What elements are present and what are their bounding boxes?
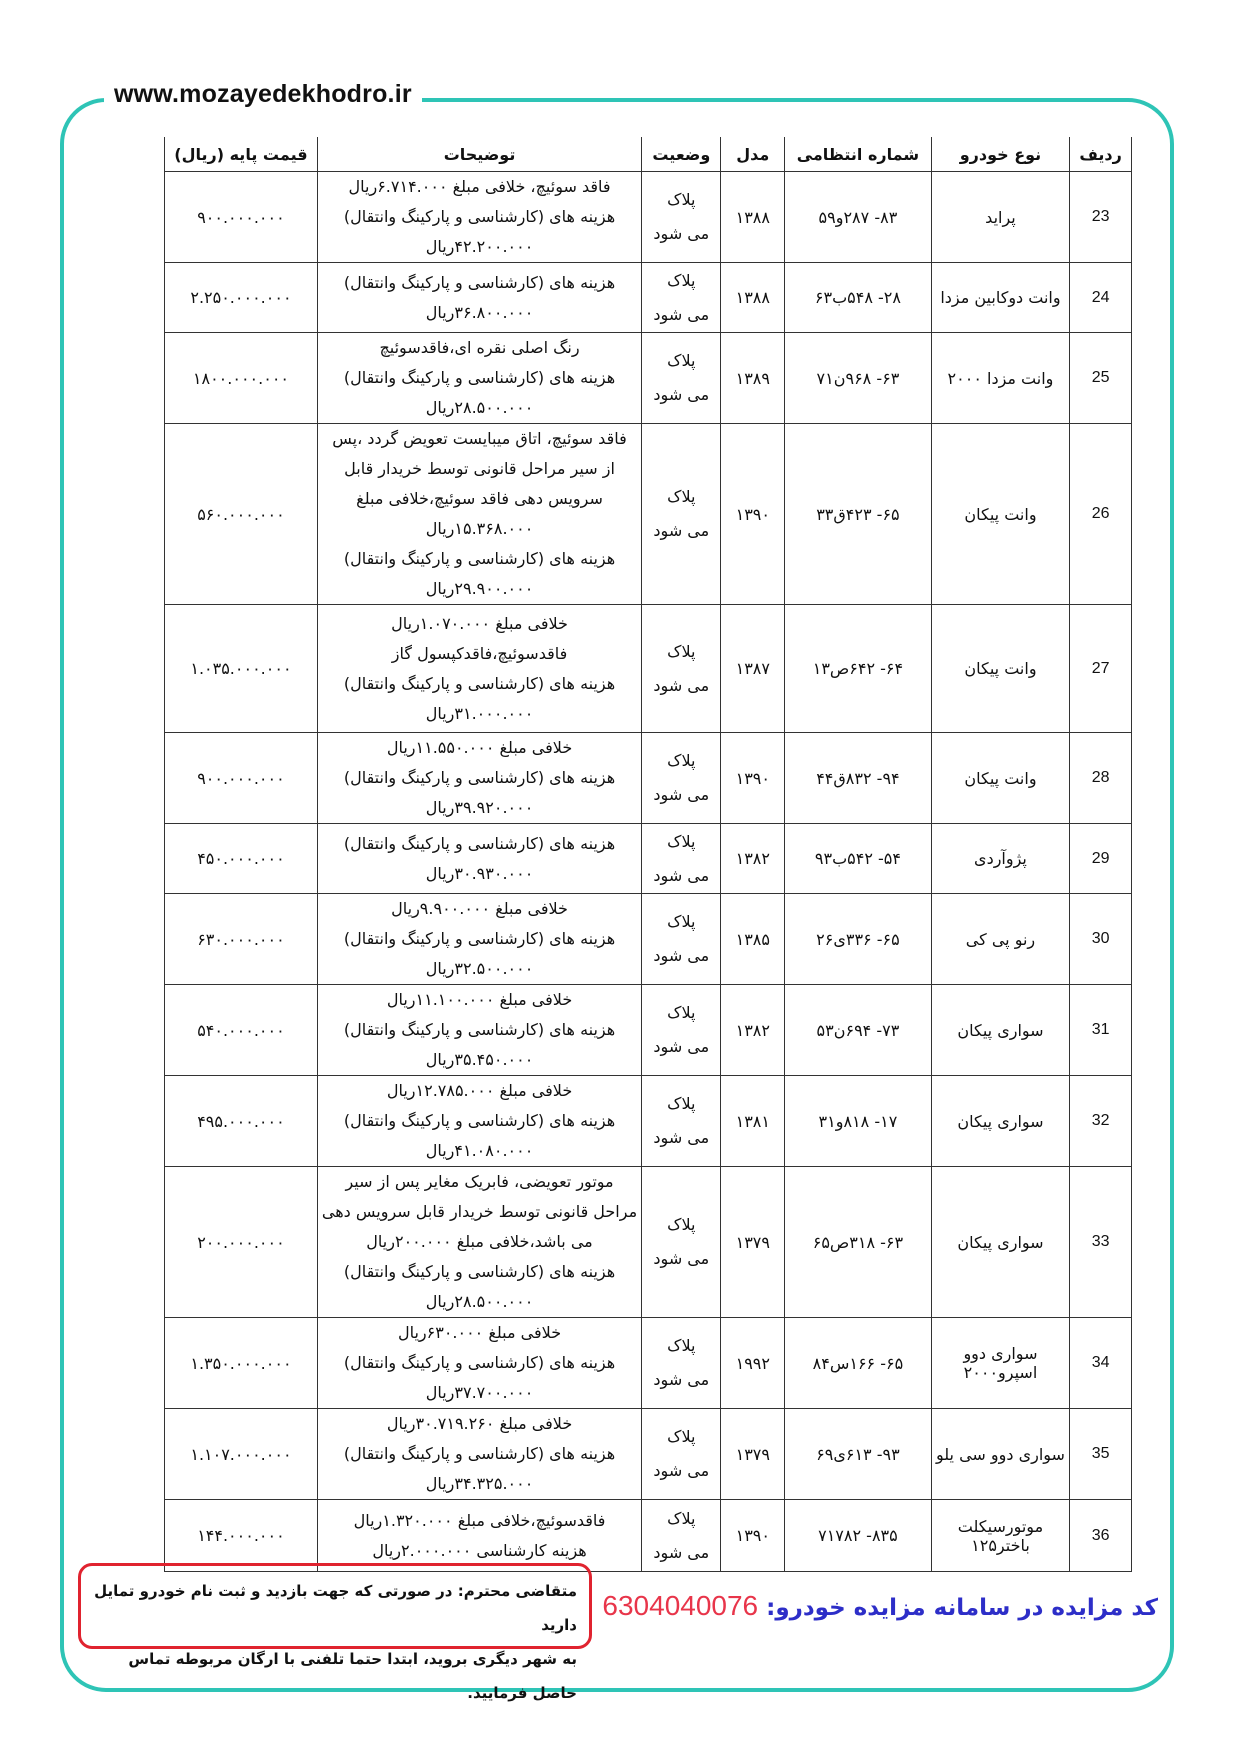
status-line: پلاک <box>667 831 696 851</box>
row-number-cell: 34 <box>1070 1318 1132 1409</box>
table-row <box>165 1076 1132 1167</box>
model-cell: ۱۳۸۲ <box>721 985 785 1076</box>
model-cell: ۱۳۸۸ <box>721 263 785 333</box>
description-line: خلافی مبلغ ۱۱.۵۵۰.۰۰۰ریال <box>386 738 573 757</box>
description-line: خلافی مبلغ ۶۳۰.۰۰۰ریال <box>397 1323 562 1342</box>
description-cell <box>317 985 641 1076</box>
description-cell <box>317 172 641 263</box>
table-row <box>165 1167 1132 1318</box>
description-line: ۳۲.۵۰۰.۰۰۰ریال <box>425 959 534 978</box>
model-cell: ۱۳۹۰ <box>721 424 785 605</box>
status-line: می شود <box>653 224 710 243</box>
status-cell <box>642 333 721 424</box>
status-line: پلاک <box>667 351 696 370</box>
header-vehicle-type: نوع خودرو <box>931 137 1070 172</box>
plate-number-cell: ۱۷- ۸۱۸و۳۱ <box>785 1076 932 1167</box>
description-cell <box>317 333 641 424</box>
plate-number-cell: ۶۵- ۱۶۶س۸۴ <box>785 1318 932 1409</box>
status-line: پلاک <box>667 1508 696 1528</box>
status-cell <box>642 824 721 894</box>
status-line: می شود <box>653 865 710 885</box>
row-number-cell: 25 <box>1070 333 1132 424</box>
row-number-cell: 36 <box>1070 1500 1132 1572</box>
description-line: هزینه های (کارشناسی و پارکینگ وانتقال) <box>343 549 616 568</box>
status-line: می شود <box>653 946 710 965</box>
description-line: ۳۰.۹۳۰.۰۰۰ریال <box>425 863 534 883</box>
base-price-cell: ۲.۲۵۰.۰۰۰.۰۰۰ <box>165 263 318 333</box>
row-number-cell: 32 <box>1070 1076 1132 1167</box>
model-cell: ۱۹۹۲ <box>721 1318 785 1409</box>
header-model: مدل <box>721 137 785 172</box>
description-line: فاقدسوئیچ،فاقدکپسول گاز <box>391 643 568 663</box>
description-cell <box>317 263 641 333</box>
table-row <box>165 605 1132 733</box>
plate-number-cell: ۵۴- ۵۴۲ب۹۳ <box>785 824 932 894</box>
vehicle-type-cell: وانت مزدا ۲۰۰۰ <box>931 333 1070 424</box>
status-cell <box>642 894 721 985</box>
status-line: می شود <box>653 521 710 540</box>
description-line: هزینه های (کارشناسی و پارکینگ وانتقال) <box>343 1353 616 1372</box>
row-number-cell: 26 <box>1070 424 1132 605</box>
description-line: ۳۷.۷۰۰.۰۰۰ریال <box>425 1383 534 1402</box>
status-cell <box>642 263 721 333</box>
model-cell: ۱۳۹۰ <box>721 1500 785 1572</box>
table-row <box>165 1409 1132 1500</box>
description-cell <box>317 824 641 894</box>
auction-table <box>164 137 1132 1572</box>
model-cell: ۱۳۸۱ <box>721 1076 785 1167</box>
table-row <box>165 894 1132 985</box>
header-row-number: ردیف <box>1070 137 1132 172</box>
model-cell: ۱۳۷۹ <box>721 1167 785 1318</box>
base-price-cell: ۱.۰۳۵.۰۰۰.۰۰۰ <box>165 605 318 733</box>
vehicle-type-cell: وانت پیکان <box>931 605 1070 733</box>
model-cell: ۱۳۸۲ <box>721 824 785 894</box>
vehicle-type-cell: سواری دوو سی یلو <box>931 1409 1070 1500</box>
status-cell <box>642 172 721 263</box>
base-price-cell: ۴۵۰.۰۰۰.۰۰۰ <box>165 824 318 894</box>
plate-number-cell: ۸۳۵- ۷۱۷۸۲ <box>785 1500 932 1572</box>
description-line: رنگ اصلی نقره ای،فاقدسوئیچ <box>379 338 580 357</box>
plate-number-cell: ۲۸- ۵۴۸ب۶۳ <box>785 263 932 333</box>
plate-number-cell: ۶۳- ۳۱۸ص۶۵ <box>785 1167 932 1318</box>
header-description: توضیحات <box>317 137 641 172</box>
base-price-cell: ۲۰۰.۰۰۰.۰۰۰ <box>165 1167 318 1318</box>
row-number-cell: 30 <box>1070 894 1132 985</box>
table-row <box>165 1500 1132 1572</box>
description-line: ۲۹.۹۰۰.۰۰۰ریال <box>425 579 534 598</box>
model-cell: ۱۳۸۹ <box>721 333 785 424</box>
vehicle-type-cell: وانت پیکان <box>931 733 1070 824</box>
description-line: ۲۸.۵۰۰.۰۰۰ریال <box>425 1292 534 1311</box>
status-cell <box>642 605 721 733</box>
status-line: می شود <box>653 1128 710 1147</box>
header-status: وضعیت <box>642 137 721 172</box>
status-line: می شود <box>653 1249 710 1268</box>
table-row <box>165 424 1132 605</box>
base-price-cell: ۵۴۰.۰۰۰.۰۰۰ <box>165 985 318 1076</box>
status-cell <box>642 1318 721 1409</box>
description-line: فاقدسوئیچ،خلافی مبلغ ۱.۳۲۰.۰۰۰ریال <box>353 1510 606 1530</box>
description-line: خلافی مبلغ ۱.۰۷۰.۰۰۰ریال <box>391 613 568 633</box>
status-line: پلاک <box>667 1336 696 1355</box>
row-number-cell: 35 <box>1070 1409 1132 1500</box>
description-line: هزینه های (کارشناسی و پارکینگ وانتقال) <box>343 207 616 226</box>
description-line: خلافی مبلغ ۱۱.۱۰۰.۰۰۰ریال <box>386 990 573 1009</box>
description-line: هزینه های (کارشناسی و پارکینگ وانتقال) <box>343 673 616 693</box>
status-cell <box>642 1500 721 1572</box>
description-line: هزینه های (کارشناسی و پارکینگ وانتقال) <box>343 1262 616 1281</box>
table-row <box>165 733 1132 824</box>
header-plate-number: شماره انتظامی <box>785 137 932 172</box>
description-line: ۳۹.۹۲۰.۰۰۰ریال <box>425 798 534 817</box>
table-header-row <box>165 137 1132 172</box>
table-row <box>165 333 1132 424</box>
description-line: خلافی مبلغ ۱۲.۷۸۵.۰۰۰ریال <box>386 1081 573 1100</box>
description-cell <box>317 894 641 985</box>
description-line: هزینه های (کارشناسی و پارکینگ وانتقال) <box>343 1020 616 1039</box>
row-number-cell: 33 <box>1070 1167 1132 1318</box>
vehicle-type-cell: سواری پیکان <box>931 985 1070 1076</box>
base-price-cell: ۹۰۰.۰۰۰.۰۰۰ <box>165 172 318 263</box>
row-number-cell: 28 <box>1070 733 1132 824</box>
status-line: پلاک <box>667 1215 696 1234</box>
description-line: هزینه های (کارشناسی و پارکینگ وانتقال) <box>343 929 616 948</box>
description-line: هزینه های (کارشناسی و پارکینگ وانتقال) <box>343 768 616 787</box>
notice-box <box>78 1563 592 1702</box>
description-line: ۳۶.۸۰۰.۰۰۰ریال <box>425 302 534 322</box>
base-price-cell: ۱۸۰۰.۰۰۰.۰۰۰ <box>165 333 318 424</box>
plate-number-cell: ۹۳- ۶۱۳ی۶۹ <box>785 1409 932 1500</box>
model-cell: ۱۳۸۷ <box>721 605 785 733</box>
status-cell <box>642 424 721 605</box>
status-line: می شود <box>653 385 710 404</box>
description-line: مراحل قانونی توسط خریدار قابل سرویس دهی <box>321 1202 638 1221</box>
row-number-cell: 23 <box>1070 172 1132 263</box>
model-cell: ۱۳۷۹ <box>721 1409 785 1500</box>
status-line: می شود <box>653 675 710 695</box>
description-cell <box>317 424 641 605</box>
base-price-cell: ۶۳۰.۰۰۰.۰۰۰ <box>165 894 318 985</box>
plate-number-cell: ۶۵- ۴۲۳ق۳۳ <box>785 424 932 605</box>
description-line: موتور تعویضی، فابریک مغایر پس از سیر <box>345 1172 614 1191</box>
vehicle-type-cell: پراید <box>931 172 1070 263</box>
status-cell <box>642 733 721 824</box>
description-cell <box>317 733 641 824</box>
status-cell <box>642 1167 721 1318</box>
row-number-cell: 27 <box>1070 605 1132 733</box>
vehicle-type-cell: وانت پیکان <box>931 424 1070 605</box>
description-line: ۲۸.۵۰۰.۰۰۰ریال <box>425 398 534 417</box>
description-cell <box>317 1167 641 1318</box>
plate-number-cell: ۶۴- ۶۴۲ص۱۳ <box>785 605 932 733</box>
plate-number-cell: ۸۳- ۲۸۷و۵۹ <box>785 172 932 263</box>
description-cell <box>317 605 641 733</box>
vehicle-type-cell: رنو پی کی <box>931 894 1070 985</box>
status-line: پلاک <box>667 1427 696 1446</box>
table-row <box>165 1318 1132 1409</box>
description-line: ۴۲.۲۰۰.۰۰۰ریال <box>425 237 534 256</box>
status-line: پلاک <box>667 1003 696 1022</box>
base-price-cell: ۴۹۵.۰۰۰.۰۰۰ <box>165 1076 318 1167</box>
row-number-cell: 31 <box>1070 985 1132 1076</box>
description-line: ۳۵.۴۵۰.۰۰۰ریال <box>425 1050 534 1069</box>
plate-number-cell: ۶۵- ۳۳۶ی۲۶ <box>785 894 932 985</box>
description-line: هزینه های (کارشناسی و پارکینگ وانتقال) <box>343 368 616 387</box>
table-row <box>165 824 1132 894</box>
description-line: ۳۱.۰۰۰.۰۰۰ریال <box>425 703 534 723</box>
status-line: پلاک <box>667 751 696 770</box>
plate-number-cell: ۶۳- ۹۶۸ن۷۱ <box>785 333 932 424</box>
vehicle-type-cell: پژوآردی <box>931 824 1070 894</box>
description-line: فاقد سوئیچ، اتاق میبایست تعویض گردد ،پس <box>332 429 627 448</box>
status-line: می شود <box>653 1037 710 1056</box>
table-row <box>165 985 1132 1076</box>
table-row <box>165 263 1132 333</box>
description-line: خلافی مبلغ ۹.۹۰۰.۰۰۰ریال <box>391 899 568 918</box>
status-line: پلاک <box>667 270 696 290</box>
status-cell <box>642 1076 721 1167</box>
status-cell <box>642 1409 721 1500</box>
description-line: خلافی مبلغ ۳۰.۷۱۹.۲۶۰ریال <box>386 1414 573 1433</box>
description-line: ۳۴.۳۲۵.۰۰۰ریال <box>425 1474 534 1493</box>
table-row <box>165 172 1132 263</box>
description-line: می باشد،خلافی مبلغ ۲۰۰.۰۰۰ریال <box>366 1232 593 1251</box>
status-line: می شود <box>653 1542 710 1562</box>
status-line: می شود <box>653 1370 710 1389</box>
vehicle-type-cell: وانت دوکابین مزدا <box>931 263 1070 333</box>
model-cell: ۱۳۹۰ <box>721 733 785 824</box>
vehicle-type-cell: سواری پیکان <box>931 1167 1070 1318</box>
header-base-price: قیمت پایه (ریال) <box>165 137 318 172</box>
description-line: هزینه های (کارشناسی و پارکینگ وانتقال) <box>343 1444 616 1463</box>
vehicle-type-cell: سواری دوو اسپرو۲۰۰۰ <box>931 1318 1070 1409</box>
site-url: www.mozayedekhodro.ir <box>104 80 422 109</box>
description-line: هزینه های (کارشناسی و پارکینگ وانتقال) <box>343 833 616 853</box>
vehicle-type-cell: سواری پیکان <box>931 1076 1070 1167</box>
description-line: سرویس دهی فاقد سوئیچ،خلافی مبلغ <box>356 489 603 508</box>
auction-code <box>602 1590 1158 1622</box>
description-line: ۱۵.۳۶۸.۰۰۰ریال <box>425 519 534 538</box>
status-line: می شود <box>653 785 710 804</box>
base-price-cell: ۵۶۰.۰۰۰.۰۰۰ <box>165 424 318 605</box>
description-line: از سیر مراحل قانونی توسط خریدار قابل <box>344 459 615 478</box>
description-cell <box>317 1318 641 1409</box>
status-line: می شود <box>653 304 710 324</box>
status-cell <box>642 985 721 1076</box>
model-cell: ۱۳۸۵ <box>721 894 785 985</box>
plate-number-cell: ۹۴- ۸۳۲ق۴۴ <box>785 733 932 824</box>
status-line: پلاک <box>667 641 696 661</box>
row-number-cell: 29 <box>1070 824 1132 894</box>
description-line: هزینه های (کارشناسی و پارکینگ وانتقال) <box>343 1111 616 1130</box>
base-price-cell: ۹۰۰.۰۰۰.۰۰۰ <box>165 733 318 824</box>
description-line: فاقد سوئیچ، خلافی مبلغ ۶.۷۱۴.۰۰۰ریال <box>348 177 611 196</box>
status-line: پلاک <box>667 487 696 506</box>
auction-code-value: 6304040076 <box>602 1590 759 1621</box>
description-cell <box>317 1500 641 1572</box>
auction-code-label: کد مزایده در سامانه مزایده خودرو: <box>766 1595 1158 1621</box>
description-cell <box>317 1076 641 1167</box>
status-line: پلاک <box>667 912 696 931</box>
description-line: هزینه های (کارشناسی و پارکینگ وانتقال) <box>343 272 616 292</box>
plate-number-cell: ۷۳- ۶۹۴ن۵۳ <box>785 985 932 1076</box>
vehicle-type-cell: موتورسیکلت باختر۱۲۵ <box>931 1500 1070 1572</box>
model-cell: ۱۳۸۸ <box>721 172 785 263</box>
notice-line: به شهر دیگری بروید، ابتدا حتما تلفنی با ارگان مربوطه تماس حاصل فرمایید. <box>128 1650 577 1702</box>
description-line: ۴۱.۰۸۰.۰۰۰ریال <box>425 1141 534 1160</box>
status-line: می شود <box>653 1461 710 1480</box>
base-price-cell: ۱۴۴.۰۰۰.۰۰۰ <box>165 1500 318 1572</box>
row-number-cell: 24 <box>1070 263 1132 333</box>
description-line: هزینه کارشناسی ۲.۰۰۰.۰۰۰ریال <box>372 1540 587 1560</box>
base-price-cell: ۱.۳۵۰.۰۰۰.۰۰۰ <box>165 1318 318 1409</box>
notice-line: متقاضی محترم: در صورتی که جهت بازدید و ثبت نام خودرو تمایل دارید <box>94 1582 577 1634</box>
status-line: پلاک <box>667 190 696 209</box>
status-line: پلاک <box>667 1094 696 1113</box>
base-price-cell: ۱.۱۰۷.۰۰۰.۰۰۰ <box>165 1409 318 1500</box>
description-cell <box>317 1409 641 1500</box>
